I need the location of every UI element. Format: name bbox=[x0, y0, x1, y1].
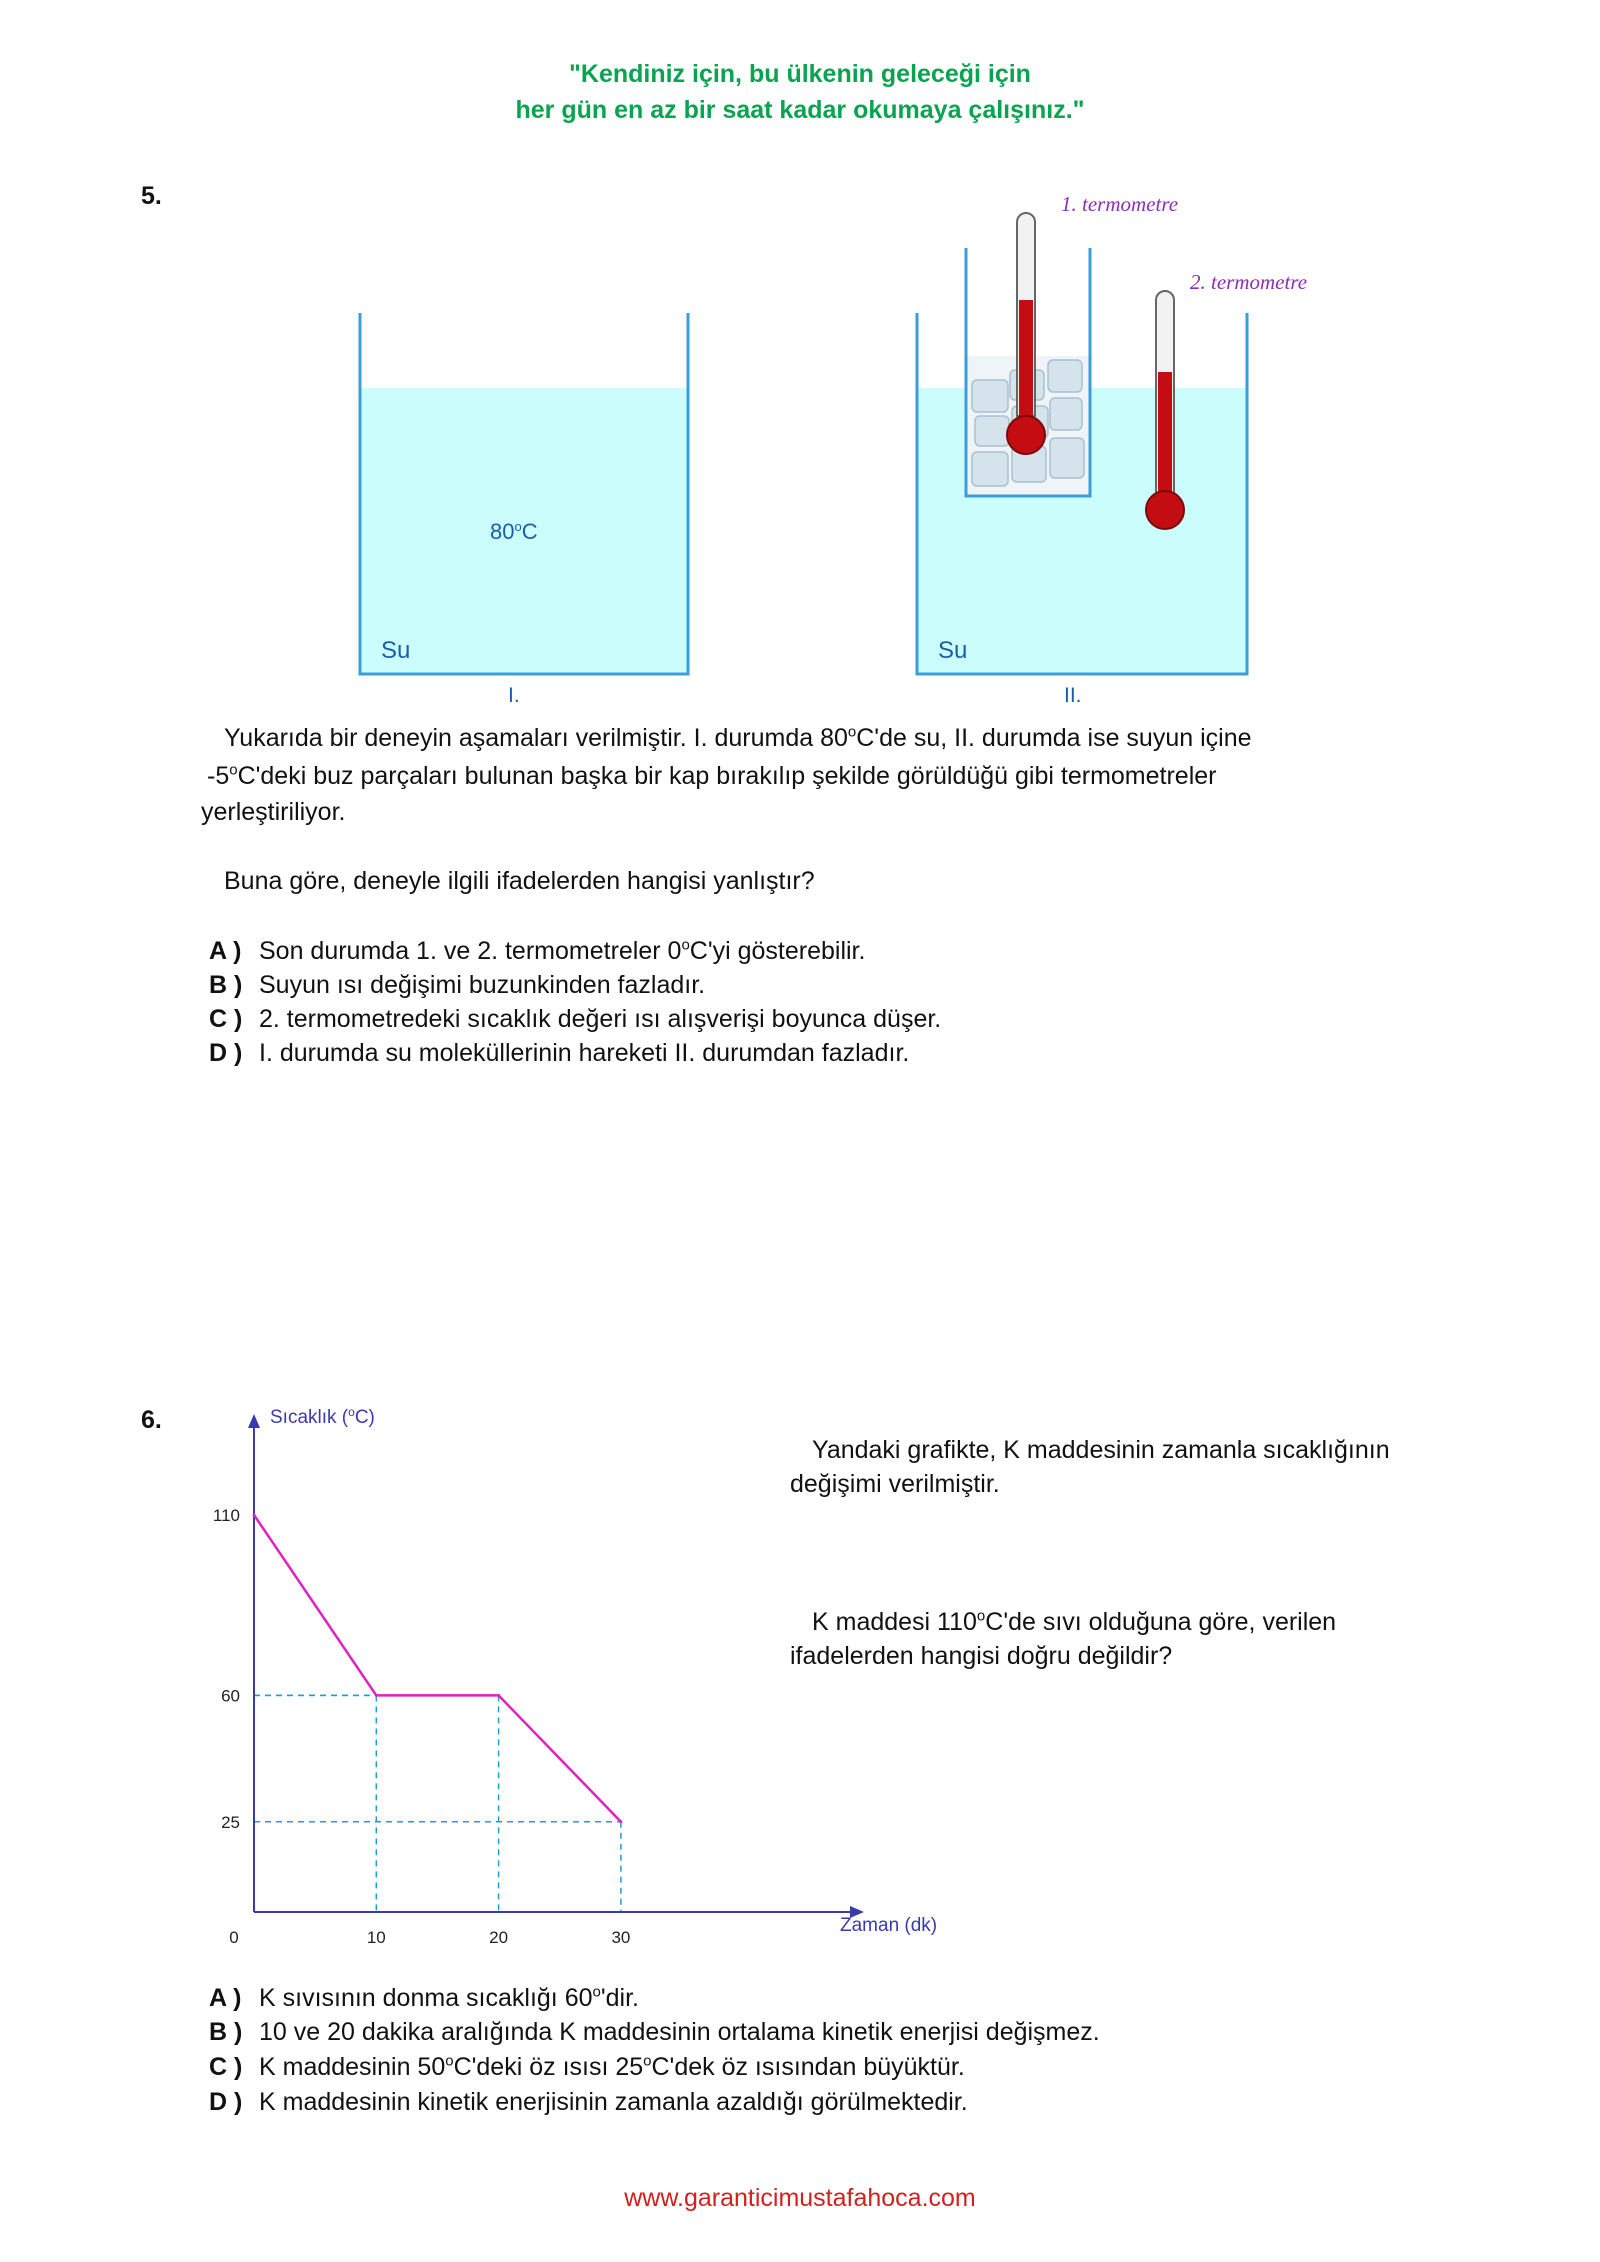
beaker-1 bbox=[360, 313, 688, 707]
q6-option-a[interactable]: A ) K sıvısının donma sıcaklığı 60$^o$'dir. bbox=[209, 1983, 639, 2012]
data-point-1 bbox=[375, 1694, 378, 1697]
question-5-number: 5. bbox=[141, 182, 162, 210]
q5-option-c[interactable]: C ) 2. termometredeki sıcaklık değeri ısı alışverişi boyunca düşer. bbox=[209, 1005, 942, 1033]
beaker-2 bbox=[917, 192, 1307, 707]
q6-text-1: Yandaki grafikte, K maddesinin zamanla sıcaklığının bbox=[812, 1436, 1390, 1464]
q6-option-d[interactable]: D ) K maddesinin kinetik enerjisinin zamanla azaldığı görülmektedir. bbox=[209, 2088, 968, 2116]
beaker-2-label: II. bbox=[1064, 684, 1082, 707]
x-tick-label: 10 bbox=[366, 1928, 386, 1947]
data-point-2 bbox=[497, 1694, 500, 1697]
q6-text-1b: değişimi verilmiştir. bbox=[790, 1470, 1000, 1498]
q5-question: Buna göre, deneyle ilgili ifadelerden hangisi yanlıştır? bbox=[224, 867, 815, 895]
series-segment-0 bbox=[254, 1515, 376, 1696]
q6-option-b[interactable]: B ) 10 ve 20 dakika aralığında K maddesinin ortalama kinetik enerjisi değişmez. bbox=[209, 2018, 1100, 2046]
q5-option-b[interactable]: B ) Suyun ısı değişimi buzunkinden fazladır. bbox=[209, 971, 706, 999]
q5-stem-line-3: yerleştiriliyor. bbox=[201, 798, 346, 826]
y-axis-arrow-icon bbox=[248, 1414, 260, 1428]
y-axis-label: Sıcaklık ($^o$C) bbox=[270, 1405, 375, 1428]
beaker-1-label: I. bbox=[508, 684, 520, 707]
x-tick-label: 20 bbox=[489, 1928, 509, 1947]
y-tick-label: 60 bbox=[221, 1686, 240, 1706]
series-segment-2 bbox=[499, 1695, 621, 1821]
y-tick-label: 110 bbox=[212, 1505, 240, 1525]
footer-url[interactable]: www.garanticimustafahoca.com bbox=[624, 2184, 976, 2212]
q5-stem-line-2: -5$^o$C'deki buz parçaları bulunan başka bir kap bırakılıp şekilde görüldüğü gibi termometreler bbox=[207, 761, 1217, 790]
thermometer-2-label: 2. termometre bbox=[1190, 270, 1308, 294]
motto-line-1: "Kendiniz için, bu ülkenin geleceği için bbox=[569, 60, 1031, 88]
beaker-1-liquid-label: Su bbox=[381, 637, 411, 664]
question-6-number: 6. bbox=[141, 1406, 162, 1434]
q6-option-c[interactable]: C ) K maddesinin 50$^o$C'deki öz ısısı 25$^o$C'dek öz ısısından büyüktür. bbox=[209, 2052, 965, 2081]
q5-option-d[interactable]: D ) I. durumda su moleküllerinin hareketi II. durumdan fazladır. bbox=[209, 1039, 910, 1067]
x-tick-label: 30 bbox=[611, 1928, 631, 1947]
data-point-3 bbox=[619, 1820, 622, 1823]
y-tick-label: 25 bbox=[221, 1812, 240, 1832]
q6-text-2: K maddesi 110$^o$C'de sıvı olduğuna göre, verilen bbox=[812, 1607, 1337, 1636]
question-5-figure bbox=[0, 180, 1600, 707]
x-axis-label: Zaman (dk) bbox=[840, 1915, 938, 1936]
beaker-1-temperature: 80$^o$C bbox=[490, 519, 538, 544]
data-point-0 bbox=[253, 1513, 256, 1516]
beaker-2-liquid-label: Su bbox=[938, 637, 968, 664]
q5-option-a[interactable]: A ) Son durumda 1. ve 2. termometreler 0$^o$C'yi gösterebilir. bbox=[209, 936, 866, 965]
q6-text-2c: ifadelerden hangisi doğru değildir? bbox=[790, 1642, 1173, 1670]
x-tick-label: 0 bbox=[229, 1928, 239, 1947]
motto-line-2: her gün en az bir saat kadar okumaya çalışınız." bbox=[515, 96, 1085, 124]
thermometer-1-label: 1. termometre bbox=[1061, 192, 1179, 216]
q5-stem-line-1: Yukarıda bir deneyin aşamaları verilmiştir. I. durumda 80$^o$C'de su, II. durumda ise suyun içine bbox=[224, 723, 1252, 752]
